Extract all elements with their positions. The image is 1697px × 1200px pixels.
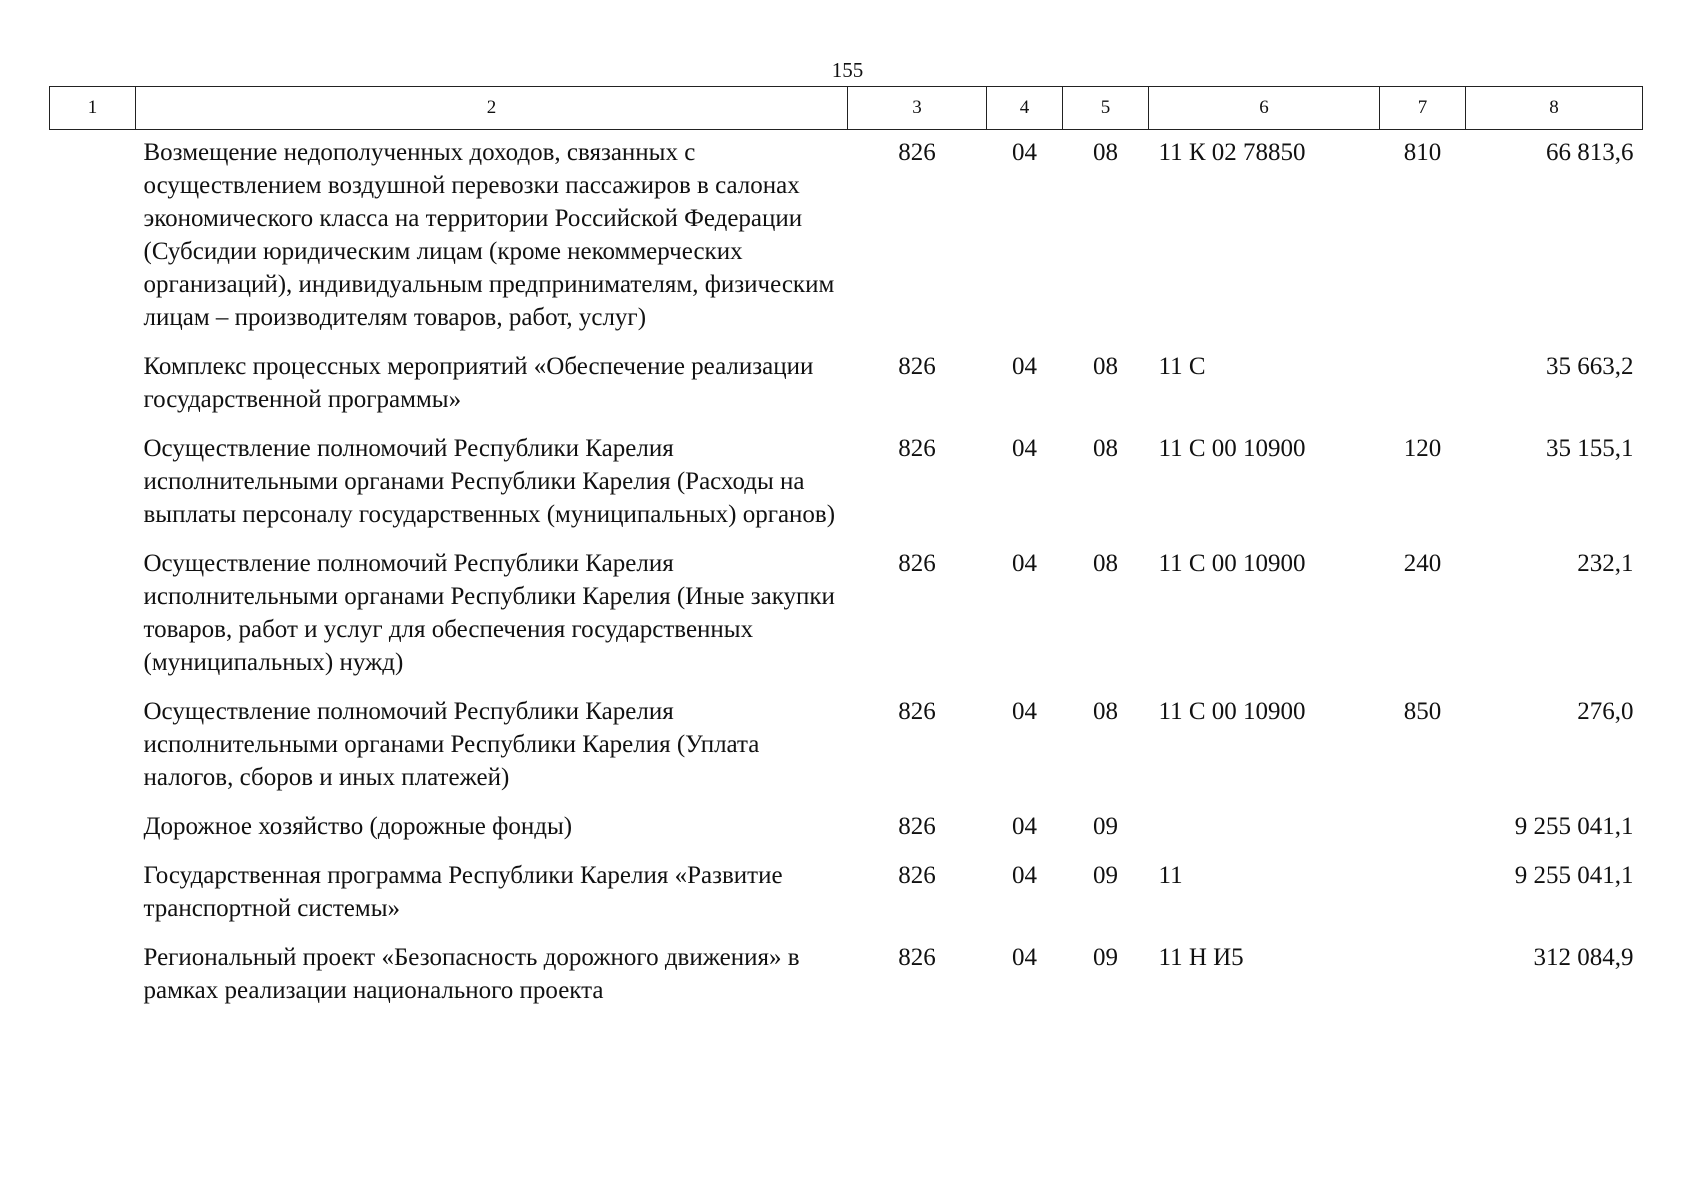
amount: 232,1 <box>1577 550 1634 577</box>
amount: 35 155,1 <box>1546 435 1634 462</box>
section-code: 04 <box>1012 139 1037 166</box>
table-row <box>50 130 1643 351</box>
budget-table <box>49 86 1643 1023</box>
subsection-code: 08 <box>1093 139 1118 166</box>
header-col-2: 2 <box>136 87 848 130</box>
ministry-code: 826 <box>898 139 936 166</box>
header-row <box>50 87 1643 130</box>
table-header <box>50 87 1643 130</box>
subsection-code: 08 <box>1093 435 1118 462</box>
expense-name: Дорожное хозяйство (дорожные фонды) <box>143 813 573 840</box>
amount: 312 084,9 <box>1533 944 1634 971</box>
header-col-7: 7 <box>1380 87 1466 130</box>
ministry-code: 826 <box>898 435 936 462</box>
table-row <box>50 350 1643 432</box>
subsection-code: 08 <box>1093 698 1118 725</box>
header-col-8: 8 <box>1466 87 1643 130</box>
section-code: 04 <box>1012 862 1037 889</box>
table-row <box>50 810 1643 859</box>
table-row <box>50 859 1643 941</box>
ministry-code: 826 <box>898 813 936 840</box>
table-row <box>50 547 1643 695</box>
row-index-cell <box>50 130 136 351</box>
page-number: 155 <box>831 58 864 82</box>
target-article-code: 11 С 00 10900 <box>1158 435 1306 462</box>
ministry-code: 826 <box>898 862 936 889</box>
target-article-code: 11 С 00 10900 <box>1158 698 1306 725</box>
expense-type-code: 810 <box>1403 139 1442 166</box>
expense-type-code <box>1380 810 1466 859</box>
ministry-code: 826 <box>898 944 936 971</box>
table-row <box>50 941 1643 1023</box>
subsection-code: 09 <box>1093 813 1118 840</box>
expense-name: Государственная программа Республики Карелия «Развитие транспортной системы» <box>143 862 783 922</box>
target-article-code: 11 С 00 10900 <box>1158 550 1306 577</box>
subsection-code: 08 <box>1093 353 1118 380</box>
subsection-code: 08 <box>1093 550 1118 577</box>
target-article-code: 11 <box>1158 862 1183 889</box>
header-col-6: 6 <box>1149 87 1380 130</box>
ministry-code: 826 <box>898 698 936 725</box>
expense-name: Комплекс процессных мероприятий «Обеспечение реализации государственной программы» <box>143 353 814 413</box>
expense-type-code <box>1380 350 1466 432</box>
amount: 66 813,6 <box>1546 139 1634 166</box>
section-code: 04 <box>1012 944 1037 971</box>
section-code: 04 <box>1012 550 1037 577</box>
amount: 276,0 <box>1577 698 1634 725</box>
row-index-cell <box>50 350 136 432</box>
header-col-5: 5 <box>1063 87 1149 130</box>
row-index-cell <box>50 547 136 695</box>
row-index-cell <box>50 432 136 547</box>
row-index-cell <box>50 941 136 1023</box>
expense-type-code: 240 <box>1403 550 1442 577</box>
subsection-code: 09 <box>1093 862 1118 889</box>
ministry-code: 826 <box>898 550 936 577</box>
section-code: 04 <box>1012 698 1037 725</box>
target-article-code: 11 Н И5 <box>1158 944 1244 971</box>
row-index-cell <box>50 859 136 941</box>
expense-name: Осуществление полномочий Республики Карелия исполнительными органами Республики Карелия (Расходы на выплаты персоналу государственных (муниципальных) органов) <box>143 435 836 528</box>
row-index-cell <box>50 695 136 810</box>
expense-name: Осуществление полномочий Республики Карелия исполнительными органами Республики Карелия (Иные закупки товаров, работ и услуг для обеспечения государственных (муниципальных) нужд) <box>143 550 835 676</box>
expense-name: Возмещение недополученных доходов, связанных с осуществлением воздушной перевозки пассажиров в салонах экономического класса на территории Российской Федерации (Субсидии юридическим лицам (кроме некоммерческих организаций), индивидуальным предпринимателям, физическим лицам – производителям товаров, работ, услуг) <box>143 139 835 331</box>
amount: 35 663,2 <box>1546 353 1634 380</box>
expense-name: Осуществление полномочий Республики Карелия исполнительными органами Республики Карелия (Уплата налогов, сборов и иных платежей) <box>143 698 760 791</box>
amount: 9 255 041,1 <box>1514 813 1634 840</box>
section-code: 04 <box>1012 813 1037 840</box>
section-code: 04 <box>1012 353 1037 380</box>
header-col-1: 1 <box>50 87 136 130</box>
table-row <box>50 695 1643 810</box>
expense-name: Региональный проект «Безопасность дорожного движения» в рамках реализации национального проекта <box>143 944 800 1004</box>
row-index-cell <box>50 810 136 859</box>
expense-type-code: 850 <box>1403 698 1442 725</box>
expense-type-code <box>1380 859 1466 941</box>
section-code: 04 <box>1012 435 1037 462</box>
header-col-3: 3 <box>848 87 987 130</box>
table-row <box>50 432 1643 547</box>
header-col-4: 4 <box>987 87 1063 130</box>
ministry-code: 826 <box>898 353 936 380</box>
subsection-code: 09 <box>1093 944 1118 971</box>
target-article-code: 11 К 02 78850 <box>1158 139 1306 166</box>
target-article-code: 11 С <box>1158 353 1206 380</box>
amount: 9 255 041,1 <box>1514 862 1634 889</box>
target-article-code <box>1149 810 1380 859</box>
table-body <box>50 130 1643 1024</box>
expense-type-code <box>1380 941 1466 1023</box>
expense-type-code: 120 <box>1403 435 1442 462</box>
